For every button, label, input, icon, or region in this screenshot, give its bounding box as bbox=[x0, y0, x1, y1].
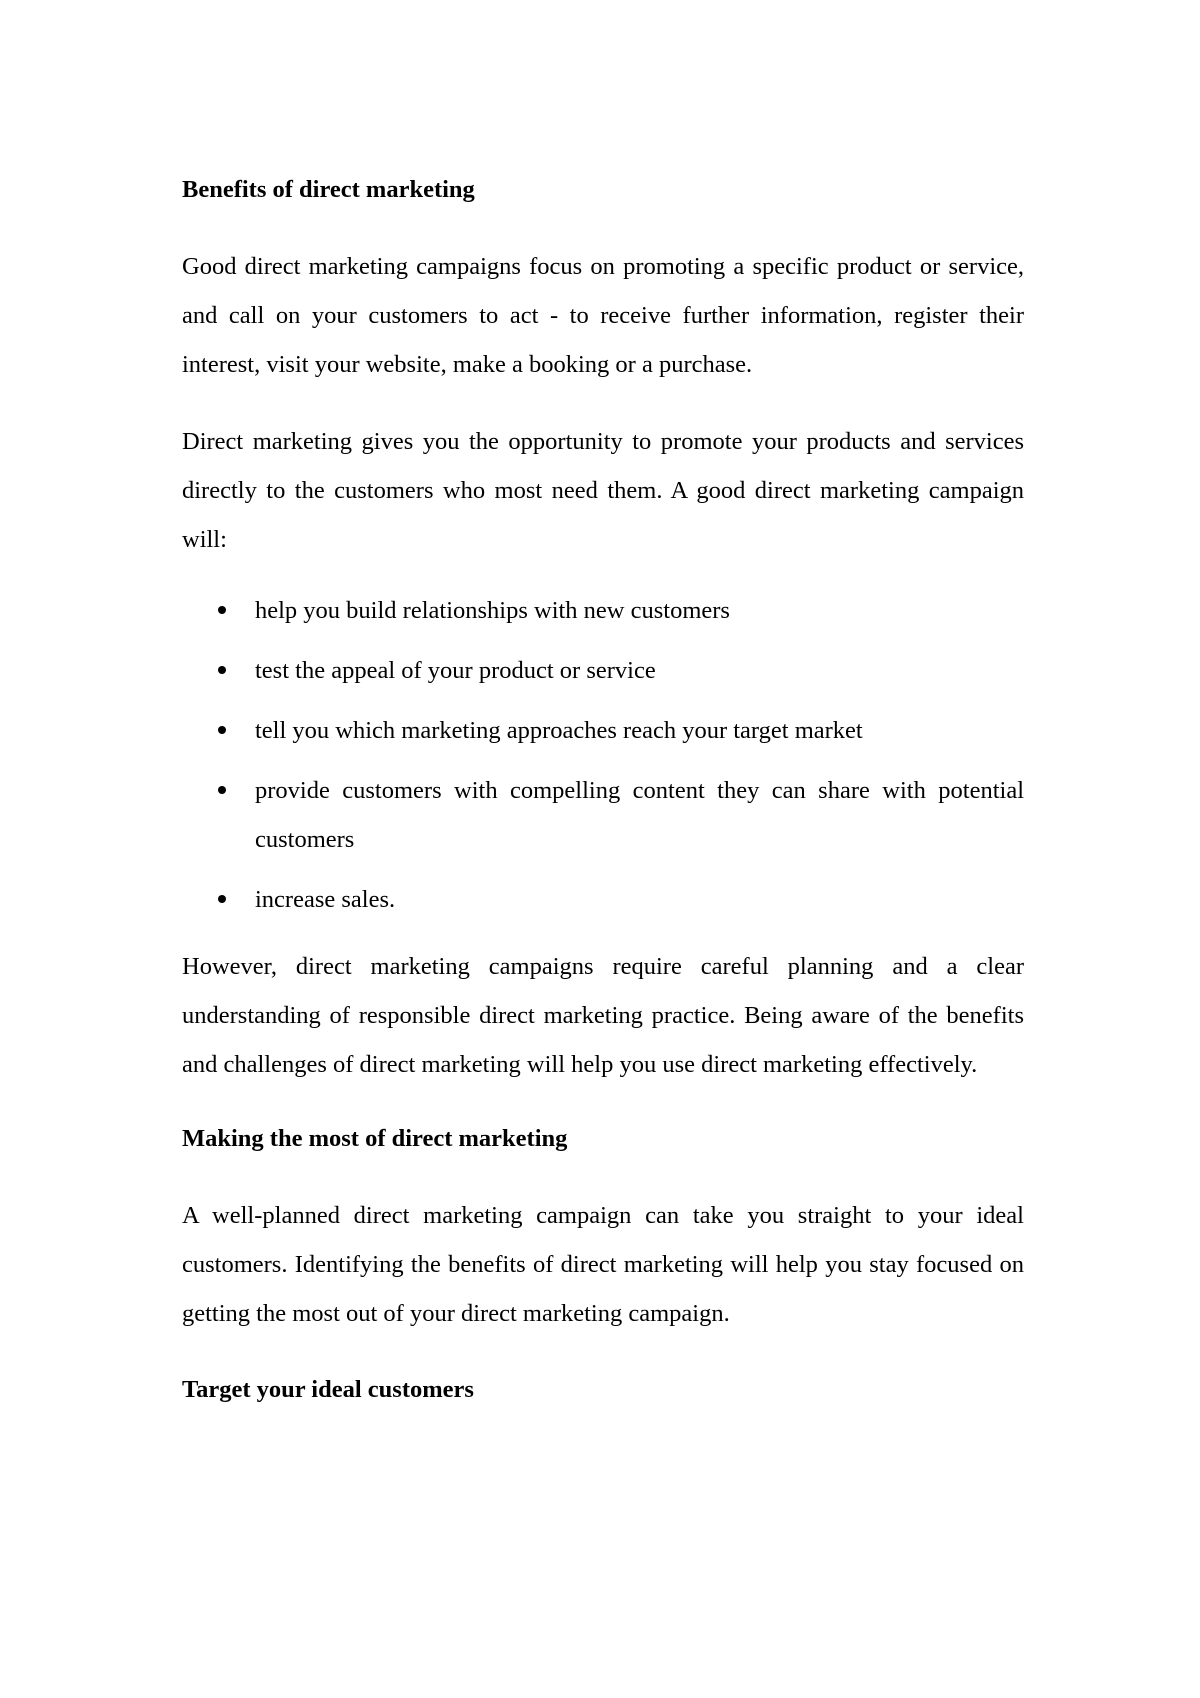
list-item-text: test the appeal of your product or service bbox=[255, 657, 656, 684]
list-item-text: tell you which marketing approaches reach your target market bbox=[255, 717, 863, 744]
benefits-list-wrapper bbox=[182, 586, 1024, 924]
document-body bbox=[182, 170, 1024, 1410]
bullet-icon bbox=[218, 726, 226, 734]
list-item-text: help you build relationships with new customers bbox=[255, 597, 730, 624]
heading-making-most: Making the most of direct marketing bbox=[182, 1125, 568, 1152]
heading-benefits: Benefits of direct marketing bbox=[182, 176, 475, 203]
list-item bbox=[182, 875, 1024, 924]
paragraph-however: However, direct marketing campaigns require careful planning and a clear understanding of responsible direct marketing practice. Being aware of the benefits and challenges of direct marketing will help you use direct marketing effectively. bbox=[182, 953, 1024, 1078]
list-item bbox=[182, 766, 1024, 864]
heading-target: Target your ideal customers bbox=[182, 1376, 474, 1403]
paragraph-opportunity: Direct marketing gives you the opportunity to promote your products and services directly to the customers who most need them. A good direct marketing campaign will: bbox=[182, 428, 1024, 553]
bullet-icon bbox=[218, 786, 226, 794]
list-item bbox=[182, 706, 1024, 755]
paragraph-well-planned: A well-planned direct marketing campaign can take you straight to your ideal customers. Identifying the benefits of direct marketing will help you stay focused on getting the most out of your direct marketing campaign. bbox=[182, 1202, 1024, 1327]
bullet-icon bbox=[218, 895, 226, 903]
list-item-text: provide customers with compelling content they can share with potential customers bbox=[255, 777, 1024, 853]
list-item bbox=[182, 586, 1024, 635]
paragraph-good-campaigns: Good direct marketing campaigns focus on promoting a specific product or service, and call on your customers to act - to receive further information, register their interest, visit your website, make a booking or a purchase. bbox=[182, 253, 1024, 378]
list-item-text: increase sales. bbox=[255, 886, 396, 913]
list-item bbox=[182, 646, 1024, 695]
benefits-list bbox=[182, 586, 1024, 924]
bullet-icon bbox=[218, 666, 226, 674]
bullet-icon bbox=[218, 606, 226, 614]
